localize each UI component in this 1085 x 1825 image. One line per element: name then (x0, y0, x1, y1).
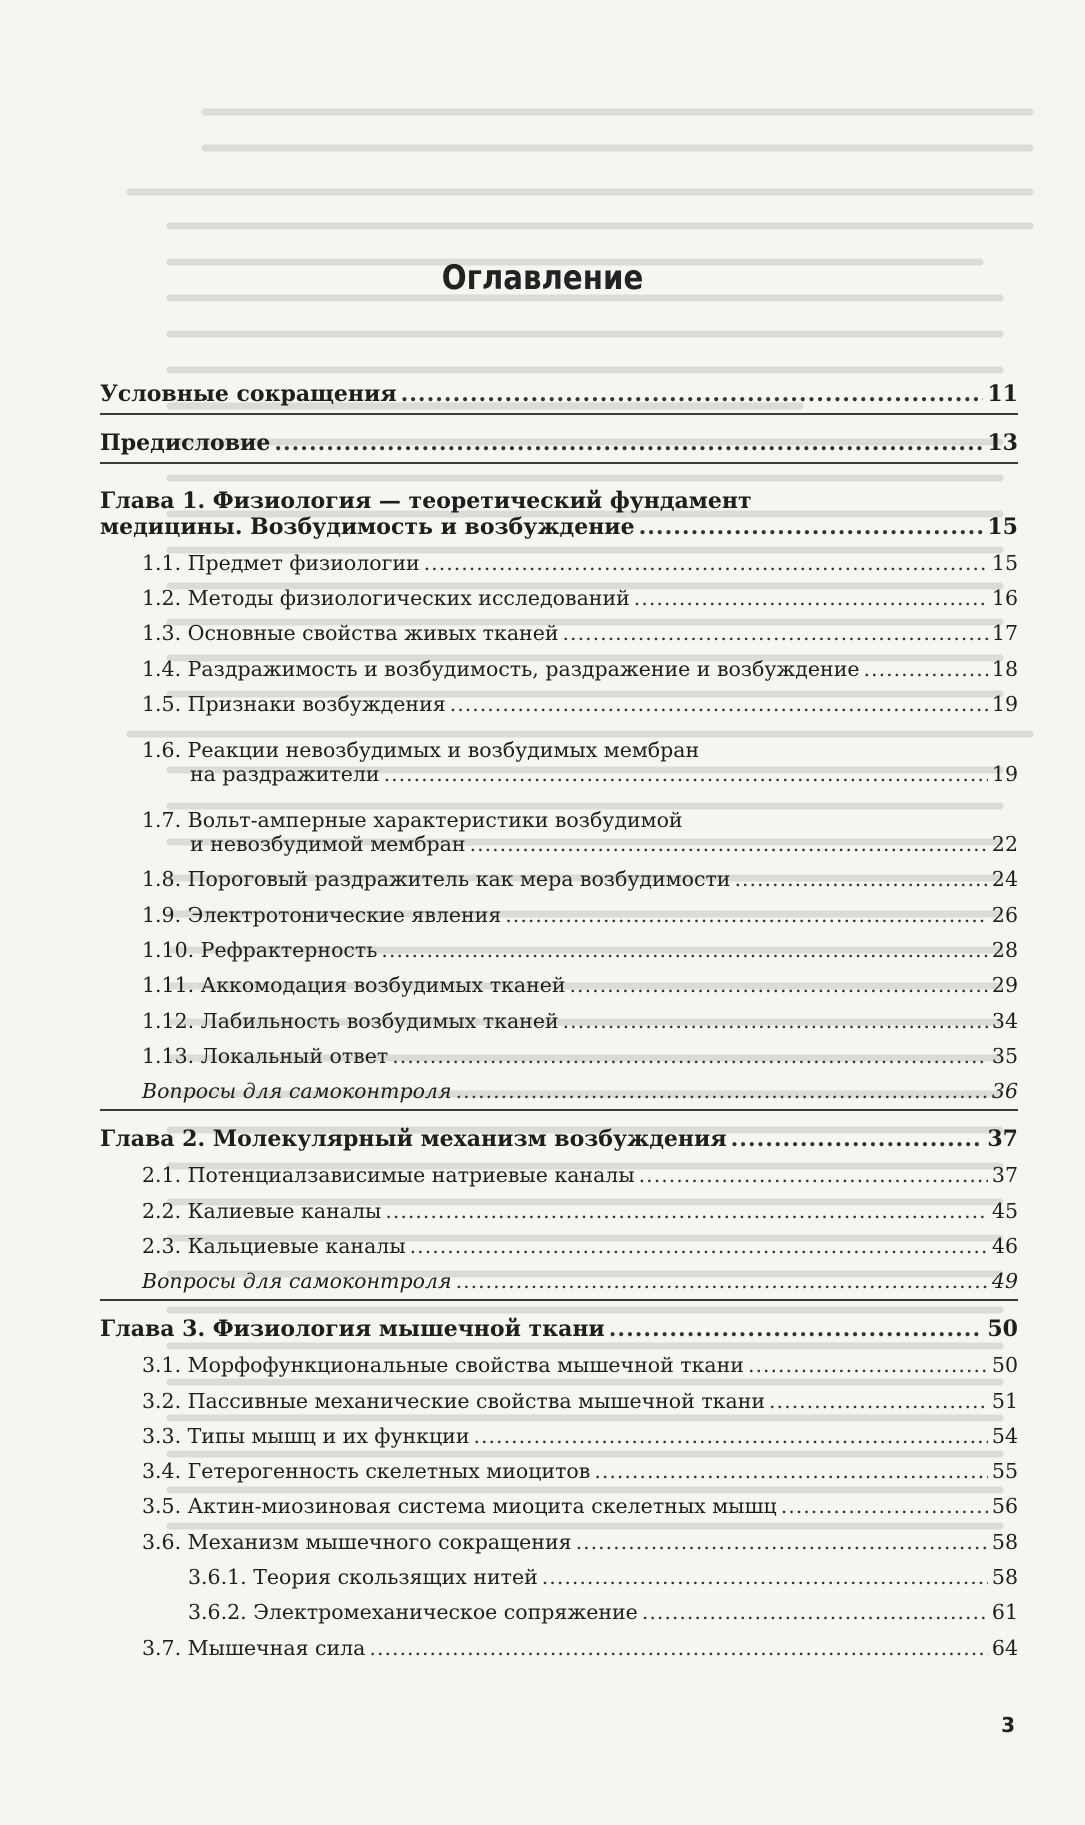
table-of-contents (100, 372, 1018, 1660)
toc-entry-text: 3.1. Морфофункциональные свойства мышечной ткани (142, 1353, 744, 1378)
toc-entry[interactable] (100, 997, 1018, 1032)
toc-page-number: 50 (991, 1353, 1018, 1378)
toc-entry-text: Условные сокращения (100, 381, 397, 408)
toc-subentry[interactable] (100, 1589, 1018, 1624)
toc-entry[interactable] (100, 1377, 1018, 1412)
dot-leader (563, 621, 988, 645)
toc-entry[interactable] (100, 681, 1018, 716)
toc-entry-text-line2: и невозбудимой мембран (190, 832, 466, 857)
dot-leader (864, 657, 988, 681)
dot-leader (385, 1199, 988, 1223)
toc-entry[interactable] (100, 1223, 1018, 1258)
toc-page-number: 64 (991, 1635, 1018, 1660)
toc-entry[interactable] (100, 1152, 1018, 1187)
toc-page-number: 15 (991, 550, 1018, 575)
dot-leader (639, 1163, 988, 1187)
toc-entry[interactable] (100, 891, 1018, 926)
toc-page-number: 11 (987, 381, 1018, 408)
dot-leader (748, 1353, 988, 1377)
toc-page-number: 54 (991, 1423, 1018, 1448)
toc-entry-text: 1.2. Методы физиологических исследований (142, 586, 630, 611)
toc-entry-text: 1.4. Раздражимость и возбудимость, раздражение и возбуждение (142, 656, 860, 681)
page-title: Оглавление (441, 258, 644, 298)
toc-entry[interactable] (100, 1413, 1018, 1448)
toc-entry[interactable] (100, 1483, 1018, 1518)
dot-leader (274, 430, 983, 456)
dot-leader (769, 1389, 988, 1413)
divider (100, 1299, 1018, 1301)
toc-entry-text: 1.10. Рефрактерность (142, 937, 378, 962)
toc-entry-text: 1.9. Электротонические явления (142, 902, 502, 927)
toc-entry-text: 3.6.2. Электромеханическое сопряжение (188, 1600, 638, 1625)
toc-subentry[interactable] (100, 1554, 1018, 1589)
divider (100, 413, 1018, 415)
dot-leader (642, 1600, 988, 1624)
toc-entry-text: Глава 3. Физиология мышечной ткани (100, 1315, 605, 1342)
toc-entry-text: Глава 2. Молекулярный механизм возбуждения (100, 1125, 727, 1152)
toc-entry-text: Предисловие (100, 430, 271, 457)
toc-entry[interactable] (100, 1187, 1018, 1222)
toc-chapter-entry[interactable] (100, 1117, 1018, 1152)
toc-entry-multiline[interactable] (100, 716, 1018, 786)
toc-entry[interactable] (100, 421, 1018, 456)
toc-entry-text: 1.3. Основные свойства живых тканей (142, 621, 559, 646)
toc-entry-multiline[interactable] (100, 786, 1018, 856)
toc-page-number: 35 (991, 1043, 1018, 1068)
toc-page-number: 61 (991, 1600, 1018, 1625)
toc-entry-text-line1: 1.7. Вольт-амперные характеристики возбудимой (142, 808, 683, 833)
toc-page-number: 58 (991, 1565, 1018, 1590)
toc-page-number: 50 (987, 1315, 1018, 1342)
page-number: 3 (1001, 1713, 1015, 1737)
toc-page-number: 24 (991, 867, 1018, 892)
toc-page-number: 49 (991, 1269, 1018, 1294)
toc-page-number: 19 (991, 762, 1018, 787)
toc-page-number: 37 (991, 1163, 1018, 1188)
toc-page-number: 28 (991, 937, 1018, 962)
toc-page-number: 37 (987, 1125, 1018, 1152)
toc-entry[interactable] (100, 372, 1018, 407)
toc-entry[interactable] (100, 1342, 1018, 1377)
dot-leader (576, 1530, 988, 1554)
toc-entry-text: 3.3. Типы мышц и их функции (142, 1423, 470, 1448)
toc-entry[interactable] (100, 1448, 1018, 1483)
toc-entry-text-line2: на раздражители (190, 762, 380, 787)
toc-entry-questions[interactable] (100, 1068, 1018, 1103)
dot-leader (384, 762, 988, 786)
toc-entry[interactable] (100, 540, 1018, 575)
toc-entry-questions[interactable] (100, 1258, 1018, 1293)
toc-entry-text: 1.5. Признаки возбуждения (142, 692, 446, 717)
dot-leader (474, 1424, 988, 1448)
dot-leader (424, 551, 988, 575)
toc-entry[interactable] (100, 645, 1018, 680)
toc-page-number: 56 (991, 1494, 1018, 1519)
toc-entry-text: 2.3. Кальциевые каналы (142, 1233, 406, 1258)
dot-leader (450, 692, 988, 716)
toc-entry-text: 1.1. Предмет физиологии (142, 550, 420, 575)
toc-entry-text: 3.2. Пассивные механические свойства мышечной ткани (142, 1388, 766, 1413)
toc-entry-text: 1.13. Локальный ответ (142, 1043, 389, 1068)
dot-leader (470, 832, 988, 856)
toc-entry-text: 3.6.1. Теория скользящих нитей (188, 1565, 538, 1590)
toc-page-number: 34 (991, 1008, 1018, 1033)
toc-page-number: 58 (991, 1529, 1018, 1554)
dot-leader (505, 903, 988, 927)
dot-leader (634, 586, 988, 610)
toc-entry-text-line2: медицины. Возбудимость и возбуждение (100, 513, 635, 540)
toc-entry-text: 2.2. Калиевые каналы (142, 1198, 382, 1223)
toc-entry-text: 3.4. Гетерогенность скелетных миоцитов (142, 1459, 591, 1484)
toc-page-number: 36 (991, 1079, 1018, 1104)
dot-leader (410, 1234, 988, 1258)
dot-leader (401, 381, 984, 407)
dot-leader (369, 1636, 987, 1660)
toc-entry-text-line1: 1.6. Реакции невозбудимых и возбудимых мембран (142, 738, 700, 763)
divider (100, 1109, 1018, 1111)
toc-page-number: 16 (991, 586, 1018, 611)
toc-entry[interactable] (100, 856, 1018, 891)
toc-entry[interactable] (100, 1033, 1018, 1068)
dot-leader (392, 1044, 988, 1068)
dot-leader (731, 1126, 984, 1152)
toc-entry-text: Вопросы для самоконтроля (142, 1269, 452, 1294)
toc-page-number: 22 (991, 832, 1018, 857)
toc-chapter-entry[interactable] (100, 1307, 1018, 1342)
toc-entry-text: 1.12. Лабильность возбудимых тканей (142, 1008, 559, 1033)
toc-page-number: 26 (991, 902, 1018, 927)
toc-entry-text: 1.11. Аккомодация возбудимых тканей (142, 973, 566, 998)
toc-page-number: 45 (991, 1198, 1018, 1223)
dot-leader (542, 1565, 988, 1589)
toc-page-number: 15 (987, 513, 1018, 540)
dot-leader (781, 1494, 988, 1518)
toc-chapter-entry[interactable] (100, 470, 1018, 540)
dot-leader (381, 938, 988, 962)
toc-entry[interactable] (100, 962, 1018, 997)
toc-page-number: 17 (991, 621, 1018, 646)
toc-entry-text: 2.1. Потенциалзависимые натриевые каналы (142, 1163, 635, 1188)
toc-page-number: 18 (991, 656, 1018, 681)
toc-entry[interactable] (100, 1518, 1018, 1553)
toc-page-number: 29 (991, 973, 1018, 998)
toc-entry-text: 1.8. Пороговый раздражитель как мера возбудимости (142, 867, 731, 892)
dot-leader (734, 867, 987, 891)
toc-page-number: 55 (991, 1459, 1018, 1484)
toc-entry-text: 3.6. Механизм мышечного сокращения (142, 1529, 572, 1554)
dot-leader (563, 1009, 988, 1033)
toc-entry-text: 3.7. Мышечная сила (142, 1635, 366, 1660)
dot-leader (609, 1316, 984, 1342)
toc-entry[interactable] (100, 610, 1018, 645)
toc-entry-text-line1: Глава 1. Физиология — теоретический фундамент (100, 487, 752, 514)
toc-entry[interactable] (100, 1624, 1018, 1659)
dot-leader (594, 1459, 988, 1483)
divider (100, 462, 1018, 464)
dot-leader (456, 1079, 988, 1103)
toc-entry[interactable] (100, 575, 1018, 610)
toc-page-number: 13 (987, 430, 1018, 457)
dot-leader (570, 973, 988, 997)
toc-page-number: 51 (991, 1388, 1018, 1413)
dot-leader (456, 1269, 988, 1293)
toc-page-number: 46 (991, 1233, 1018, 1258)
dot-leader (639, 514, 984, 540)
toc-page-number: 19 (991, 692, 1018, 717)
toc-entry-text: 3.5. Актин-миозиновая система миоцита скелетных мышц (142, 1494, 777, 1519)
toc-entry[interactable] (100, 927, 1018, 962)
toc-entry-text: Вопросы для самоконтроля (142, 1079, 452, 1104)
